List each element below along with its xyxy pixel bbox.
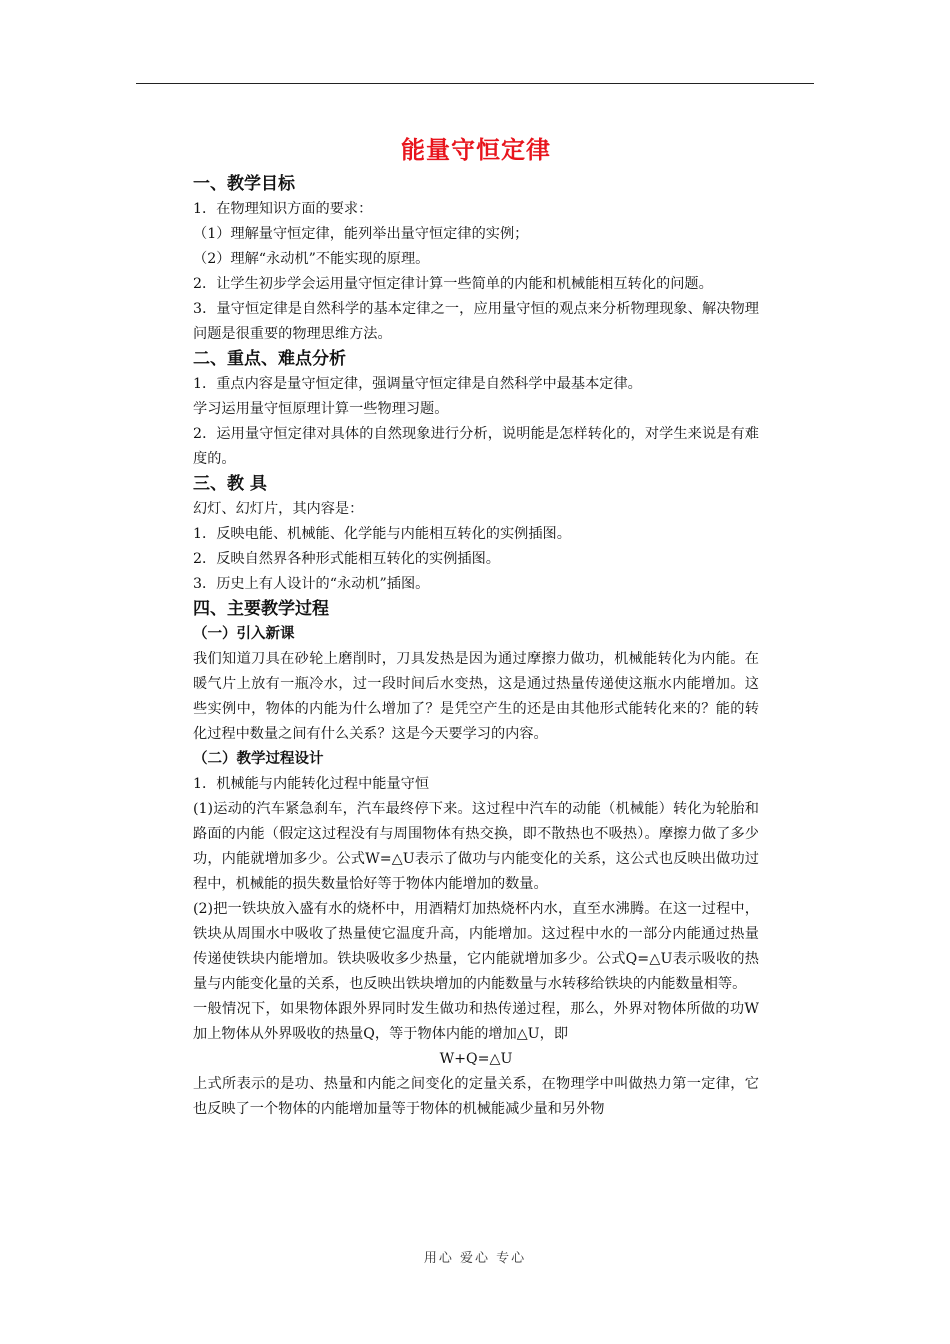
subsection-heading: （二）教学过程设计 bbox=[193, 751, 324, 767]
subsection-heading: （一）引入新课 bbox=[193, 626, 295, 642]
section-heading: 二、重点、难点分析 bbox=[193, 349, 346, 369]
paragraph: （2）理解“永动机”不能实现的原理。 bbox=[193, 251, 430, 267]
paragraph: (2)把一铁块放入盛有水的烧杯中，用酒精灯加热烧杯内水，直至水沸腾。在这一过程中，铁块从周围水中吸收了热量使它温度升高，内能增加。这过程中水的一部分内能通过热量传递使铁块内能增加。铁块吸收多少热量，它内能就增加多少。公式Q=△U表示吸收的热量与内能变化量的关系，也反映出铁块增加的内能数量与水转移给铁块的内能数量相等。 bbox=[193, 901, 759, 992]
paragraph: 1．机械能与内能转化过程中能量守恒 bbox=[193, 776, 430, 792]
paragraph: 2．运用量守恒定律对具体的自然现象进行分析，说明能是怎样转化的，对学生来说是有难度的。 bbox=[193, 426, 759, 467]
paragraph: 1．反映电能、机械能、化学能与内能相互转化的实例插图。 bbox=[193, 526, 571, 542]
paragraph: 学习运用量守恒原理计算一些物理习题。 bbox=[193, 401, 449, 417]
paragraph: 一般情况下，如果物体跟外界同时发生做功和热传递过程，那么，外界对物体所做的功W加上物体从外界吸收的热量Q，等于物体内能的增加△U，即 bbox=[193, 1001, 759, 1042]
document-body bbox=[193, 128, 759, 1122]
paragraph: 上式所表示的是功、热量和内能之间变化的定量关系，在物理学中叫做热力第一定律，它也反映了一个物体的内能增加量等于物体的机械能减少量和另外物 bbox=[193, 1076, 759, 1117]
document-blocks bbox=[193, 172, 759, 1122]
section-heading: 一、教学目标 bbox=[193, 174, 295, 194]
section-heading: 三、教 具 bbox=[193, 474, 267, 494]
page-footer: 用心 爱心 专心 bbox=[423, 1251, 527, 1266]
section-heading: 四、主要教学过程 bbox=[193, 599, 329, 619]
paragraph: 幻灯、幻灯片，其内容是： bbox=[193, 501, 364, 517]
header-rule bbox=[136, 83, 814, 84]
paragraph: 2．反映自然界各种形式能相互转化的实例插图。 bbox=[193, 551, 500, 567]
paragraph: 2．让学生初步学会运用量守恒定律计算一些简单的内能和机械能相互转化的问题。 bbox=[193, 276, 713, 292]
paragraph: (1)运动的汽车紧急刹车，汽车最终停下来。这过程中汽车的动能（机械能）转化为轮胎和路面的内能（假定这过程没有与周围物体有热交换，即不散热也不吸热）。摩擦力做了多少功，内能就增加多少。公式W=△U表示了做功与内能变化的关系，这公式也反映出做功过程中，机械能的损失数量恰好等于物体内能增加的数量。 bbox=[193, 801, 759, 892]
formula: W+Q=△U bbox=[439, 1051, 513, 1067]
paragraph: （1）理解量守恒定律，能列举出量守恒定律的实例； bbox=[193, 226, 529, 242]
paragraph: 3．量守恒定律是自然科学的基本定律之一，应用量守恒的观点来分析物理现象、解决物理问题是很重要的物理思维方法。 bbox=[193, 301, 759, 342]
document-title: 能量守恒定律 bbox=[401, 135, 551, 164]
paragraph: 1．在物理知识方面的要求： bbox=[193, 201, 373, 217]
paragraph: 1．重点内容是量守恒定律，强调量守恒定律是自然科学中最基本定律。 bbox=[193, 376, 642, 392]
paragraph: 我们知道刀具在砂轮上磨削时，刀具发热是因为通过摩擦力做功，机械能转化为内能。在暖气片上放有一瓶冷水，过一段时间后水变热，这是通过热量传递使这瓶水内能增加。这些实例中，物体的内能为什么增加了？是凭空产生的还是由其他形式能转化来的？能的转化过程中数量之间有什么关系？这是今天要学习的内容。 bbox=[193, 651, 759, 742]
paragraph: 3．历史上有人设计的“永动机”插图。 bbox=[193, 576, 430, 592]
